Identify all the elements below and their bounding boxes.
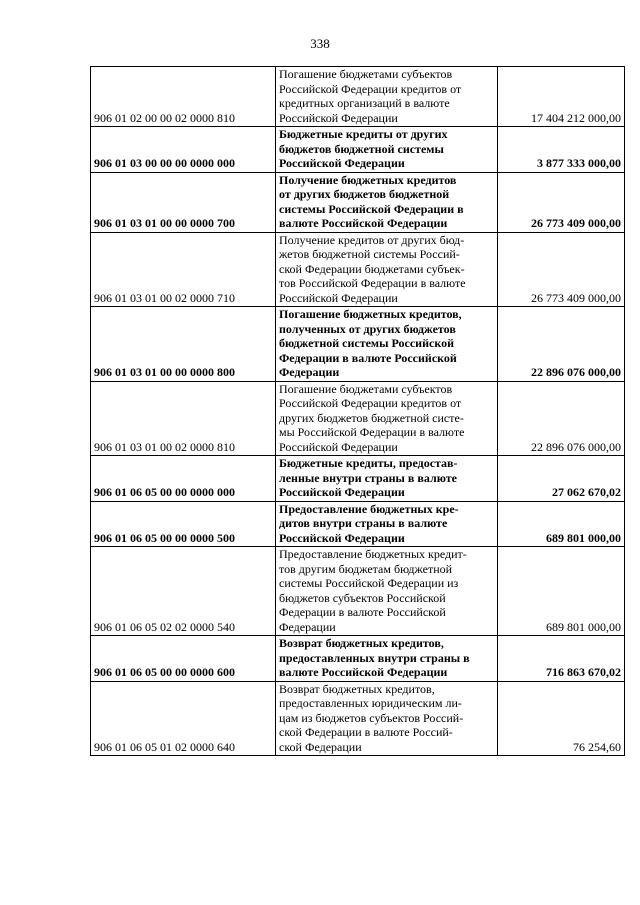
amount-cell: 3 877 333 000,00 bbox=[498, 127, 625, 173]
description-line: бюджетов субъектов Российской bbox=[279, 590, 446, 605]
description-cell bbox=[276, 127, 498, 173]
description-line: Бюджетные кредиты, предостав- bbox=[279, 456, 458, 470]
description-line: Возврат бюджетных кредитов, bbox=[279, 636, 444, 650]
description-line: ской Федерации bbox=[279, 739, 362, 754]
description-line: предоставленных внутри страны в bbox=[279, 650, 470, 665]
table-row bbox=[91, 232, 625, 307]
description-cell bbox=[276, 636, 498, 682]
description-cell bbox=[276, 456, 498, 502]
description-line: Федерации bbox=[279, 619, 336, 634]
budget-code-cell: 906 01 02 00 00 02 0000 810 bbox=[91, 67, 276, 127]
description-line: Погашение бюджетных кредитов, bbox=[279, 307, 462, 321]
amount-cell: 26 773 409 000,00 bbox=[498, 232, 625, 307]
description-cell bbox=[276, 681, 498, 756]
description-line: других бюджетов бюджетной систе- bbox=[279, 410, 464, 425]
description-cell bbox=[276, 232, 498, 307]
description-line: Получение кредитов от других бюд- bbox=[279, 232, 465, 247]
budget-sources-table bbox=[90, 66, 625, 756]
description-line: от других бюджетов бюджетной bbox=[279, 187, 450, 201]
description-cell bbox=[276, 67, 498, 127]
description-line: жетов бюджетной системы Россий- bbox=[279, 247, 460, 261]
amount-cell: 689 801 000,00 bbox=[498, 547, 625, 636]
description-line: предоставленных юридическим ли- bbox=[279, 696, 462, 710]
description-cell bbox=[276, 172, 498, 232]
description-line: бюджетной системы Российской bbox=[279, 336, 454, 350]
amount-cell: 26 773 409 000,00 bbox=[498, 172, 625, 232]
description-line: Российской Федерации bbox=[279, 439, 398, 454]
table-row bbox=[91, 636, 625, 682]
budget-code-cell: 906 01 06 05 00 00 0000 000 bbox=[91, 456, 276, 502]
description-line: Предоставление бюджетных кре- bbox=[279, 501, 459, 516]
description-line: Федерации bbox=[279, 365, 340, 379]
description-line: дитов внутри страны в валюте bbox=[279, 516, 448, 530]
budget-code-cell: 906 01 06 05 00 00 0000 600 bbox=[91, 636, 276, 682]
table-row bbox=[91, 172, 625, 232]
description-line: мы Российской Федерации в валюте bbox=[279, 425, 465, 439]
description-line: бюджетов бюджетной системы bbox=[279, 141, 444, 156]
budget-code-cell: 906 01 03 00 00 00 0000 000 bbox=[91, 127, 276, 173]
amount-cell: 27 062 670,02 bbox=[498, 456, 625, 502]
description-line: Российской Федерации bbox=[279, 156, 405, 170]
budget-code-cell: 906 01 06 05 00 00 0000 500 bbox=[91, 501, 276, 547]
table-row bbox=[91, 381, 625, 456]
amount-cell: 689 801 000,00 bbox=[498, 501, 625, 547]
description-line: полученных от других бюджетов bbox=[279, 321, 456, 336]
amount-cell: 76 254,60 bbox=[498, 681, 625, 756]
description-line: Российской Федерации bbox=[279, 290, 398, 305]
budget-code-cell: 906 01 03 01 00 02 0000 810 bbox=[91, 381, 276, 456]
table-row bbox=[91, 127, 625, 173]
description-line: ленные внутри страны в валюте bbox=[279, 470, 457, 485]
amount-cell: 17 404 212 000,00 bbox=[498, 67, 625, 127]
description-line: цам из бюджетов субъектов Россий- bbox=[279, 710, 464, 725]
budget-code-cell: 906 01 03 01 00 00 0000 800 bbox=[91, 307, 276, 382]
description-line: Российской Федерации кредитов от bbox=[279, 81, 462, 96]
table-row bbox=[91, 456, 625, 502]
description-line: Федерации в валюте Российской bbox=[279, 350, 457, 365]
description-line: системы Российской Федерации из bbox=[279, 576, 459, 590]
amount-cell: 22 896 076 000,00 bbox=[498, 307, 625, 382]
description-line: тов Российской Федерации в валюте bbox=[279, 276, 466, 290]
page-number: 338 bbox=[310, 36, 330, 51]
budget-code-cell: 906 01 03 01 00 00 0000 700 bbox=[91, 172, 276, 232]
description-line: Федерации в валюте Российской bbox=[279, 605, 446, 619]
description-line: валюте Российской Федерации bbox=[279, 216, 448, 230]
description-line: Получение бюджетных кредитов bbox=[279, 172, 457, 187]
description-line: ской Федерации в валюте Россий- bbox=[279, 725, 453, 739]
description-line: Предоставление бюджетных кредит- bbox=[279, 547, 467, 561]
table-body bbox=[91, 67, 625, 756]
amount-cell: 22 896 076 000,00 bbox=[498, 381, 625, 456]
description-line: Погашение бюджетами субъектов bbox=[279, 67, 453, 81]
budget-code-cell: 906 01 06 05 01 02 0000 640 bbox=[91, 681, 276, 756]
description-line: кредитных организаций в валюте bbox=[279, 96, 450, 110]
description-line: Российской Федерации bbox=[279, 485, 405, 499]
description-line: Возврат бюджетных кредитов, bbox=[279, 681, 435, 696]
description-line: Российской Федерации кредитов от bbox=[279, 396, 462, 410]
budget-code-cell: 906 01 06 05 02 02 0000 540 bbox=[91, 547, 276, 636]
description-cell bbox=[276, 307, 498, 382]
description-cell bbox=[276, 381, 498, 456]
description-line: Бюджетные кредиты от других bbox=[279, 127, 448, 141]
table-row bbox=[91, 547, 625, 636]
description-line: валюте Российской Федерации bbox=[279, 665, 448, 679]
table-row bbox=[91, 501, 625, 547]
table-row bbox=[91, 67, 625, 127]
description-line: Российской Федерации bbox=[279, 530, 405, 545]
description-line: тов другим бюджетам бюджетной bbox=[279, 561, 453, 576]
description-cell bbox=[276, 501, 498, 547]
budget-code-cell: 906 01 03 01 00 02 0000 710 bbox=[91, 232, 276, 307]
description-cell bbox=[276, 547, 498, 636]
amount-cell: 716 863 670,02 bbox=[498, 636, 625, 682]
description-line: Российской Федерации bbox=[279, 110, 398, 125]
table-row bbox=[91, 307, 625, 382]
description-line: системы Российской Федерации в bbox=[279, 201, 464, 216]
description-line: ской Федерации бюджетами субъек- bbox=[279, 261, 465, 276]
table-row bbox=[91, 681, 625, 756]
description-line: Погашение бюджетами субъектов bbox=[279, 381, 453, 396]
